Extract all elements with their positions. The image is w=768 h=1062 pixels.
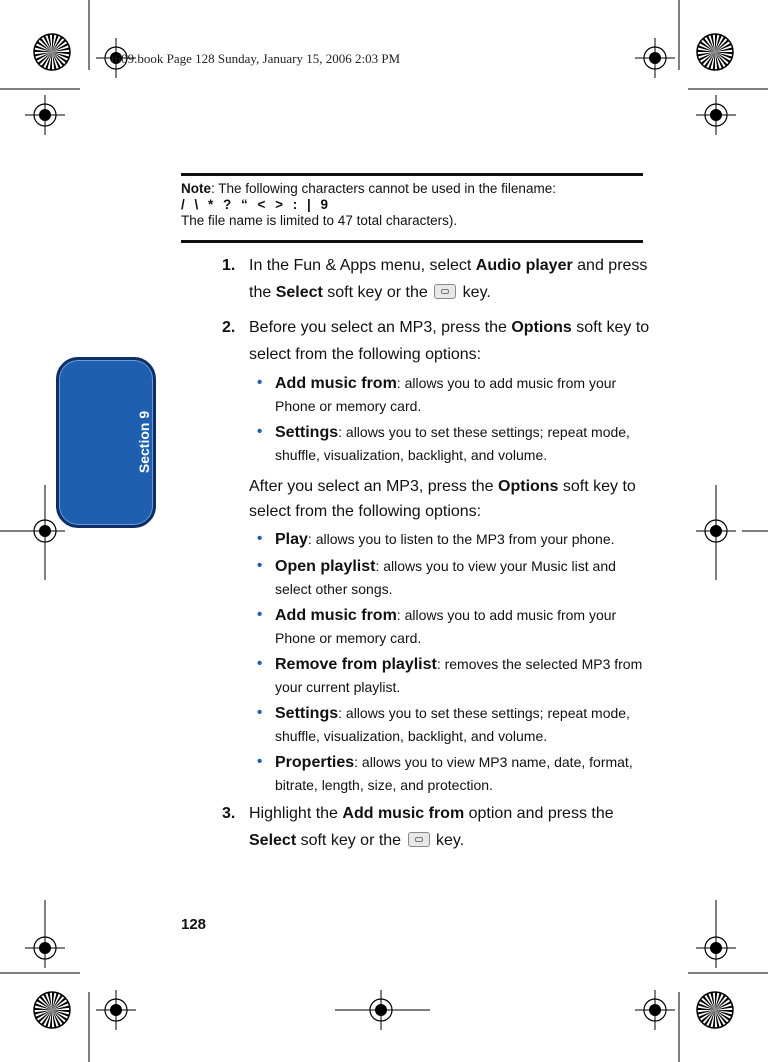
list-item — [257, 653, 652, 698]
bullet-icon: • — [257, 704, 263, 721]
note-forbidden-chars: / \ * ? “ < > : | 9 — [181, 197, 332, 212]
step-text: In the Fun & Apps menu, select — [249, 257, 476, 274]
step-text: key. — [431, 832, 465, 849]
list-item — [257, 372, 652, 417]
select-key-icon — [434, 284, 456, 299]
option-term: Settings — [275, 705, 339, 722]
step-number: 3. — [222, 805, 236, 822]
option-description: : allows you to set these settings; repeat mode, shuffle, visualization, backlight, and volume. — [275, 424, 630, 463]
note-box — [181, 173, 643, 243]
list-item — [257, 751, 652, 796]
step-emphasis: Options — [511, 319, 572, 336]
note-line-3: The file name is limited to 47 total characters). — [181, 213, 458, 228]
select-key-icon — [408, 832, 430, 847]
section-tab-label: Section 9 — [136, 410, 152, 474]
option-description: : allows you to view your Music list and select other songs. — [275, 558, 616, 597]
bullet-icon: • — [257, 606, 263, 623]
para-emphasis: Options — [498, 478, 559, 495]
page-number: 128 — [181, 916, 207, 933]
para-text: After you select an MP3, press the — [249, 478, 499, 495]
step-emphasis: Select — [249, 832, 297, 849]
list-item — [257, 528, 652, 551]
para-text: soft key to select from the following options: — [249, 478, 636, 520]
bullet-icon: • — [257, 374, 263, 391]
step-emphasis: Select — [275, 284, 323, 301]
note-line-1 — [181, 181, 643, 197]
step-2 — [222, 314, 652, 368]
option-term: Properties — [275, 754, 355, 771]
option-term: Open playlist — [275, 558, 376, 575]
bullet-icon: • — [257, 655, 263, 672]
options-list-before — [222, 372, 652, 466]
step-number: 1. — [222, 257, 236, 274]
option-description: : allows you to view MP3 name, date, format, bitrate, length, size, and protection. — [275, 754, 633, 793]
option-term: Settings — [275, 424, 339, 441]
step-text: soft key or the — [322, 284, 433, 301]
step-text: Before you select an MP3, press the — [249, 319, 512, 336]
after-select-paragraph — [222, 474, 652, 524]
bullet-icon: • — [257, 557, 263, 574]
step-text: soft key to select from the following options: — [249, 319, 650, 363]
bullet-icon: • — [257, 753, 263, 770]
option-description: : removes the selected MP3 from your current playlist. — [275, 656, 643, 695]
step-emphasis: Audio player — [475, 257, 573, 274]
step-text: key. — [458, 284, 491, 301]
step-text: and press the — [249, 257, 648, 301]
option-description: : allows you to set these settings; repeat mode, shuffle, visualization, backlight, and volume. — [275, 705, 630, 744]
option-description: : allows you to add music from your Phone or memory card. — [275, 607, 617, 646]
print-header-line: t609.book Page 128 Sunday, January 15, 2006 2:03 PM — [111, 51, 401, 66]
option-description: : allows you to add music from your Phone or memory card. — [275, 375, 617, 414]
step-3 — [222, 800, 652, 854]
step-text: Highlight the — [249, 805, 343, 822]
option-term: Add music from — [275, 375, 397, 392]
step-text: soft key or the — [296, 832, 406, 849]
option-term: Play — [275, 531, 308, 548]
option-term: Remove from playlist — [275, 656, 437, 673]
step-emphasis: Add music from — [342, 805, 465, 822]
options-list-after — [222, 528, 652, 796]
note-text: : The following characters cannot be used in the filename: — [211, 181, 556, 196]
list-item — [257, 604, 652, 649]
bullet-icon: • — [257, 530, 263, 547]
step-number: 2. — [222, 319, 236, 336]
list-item — [257, 702, 652, 747]
note-label: Note — [181, 181, 211, 196]
list-item — [257, 421, 652, 466]
main-content — [222, 252, 652, 854]
step-text: option and press the — [464, 805, 614, 822]
step-1 — [222, 252, 652, 306]
bullet-icon: • — [257, 423, 263, 440]
option-description: : allows you to listen to the MP3 from your phone. — [307, 531, 615, 547]
list-item — [257, 555, 652, 600]
option-term: Add music from — [275, 607, 397, 624]
